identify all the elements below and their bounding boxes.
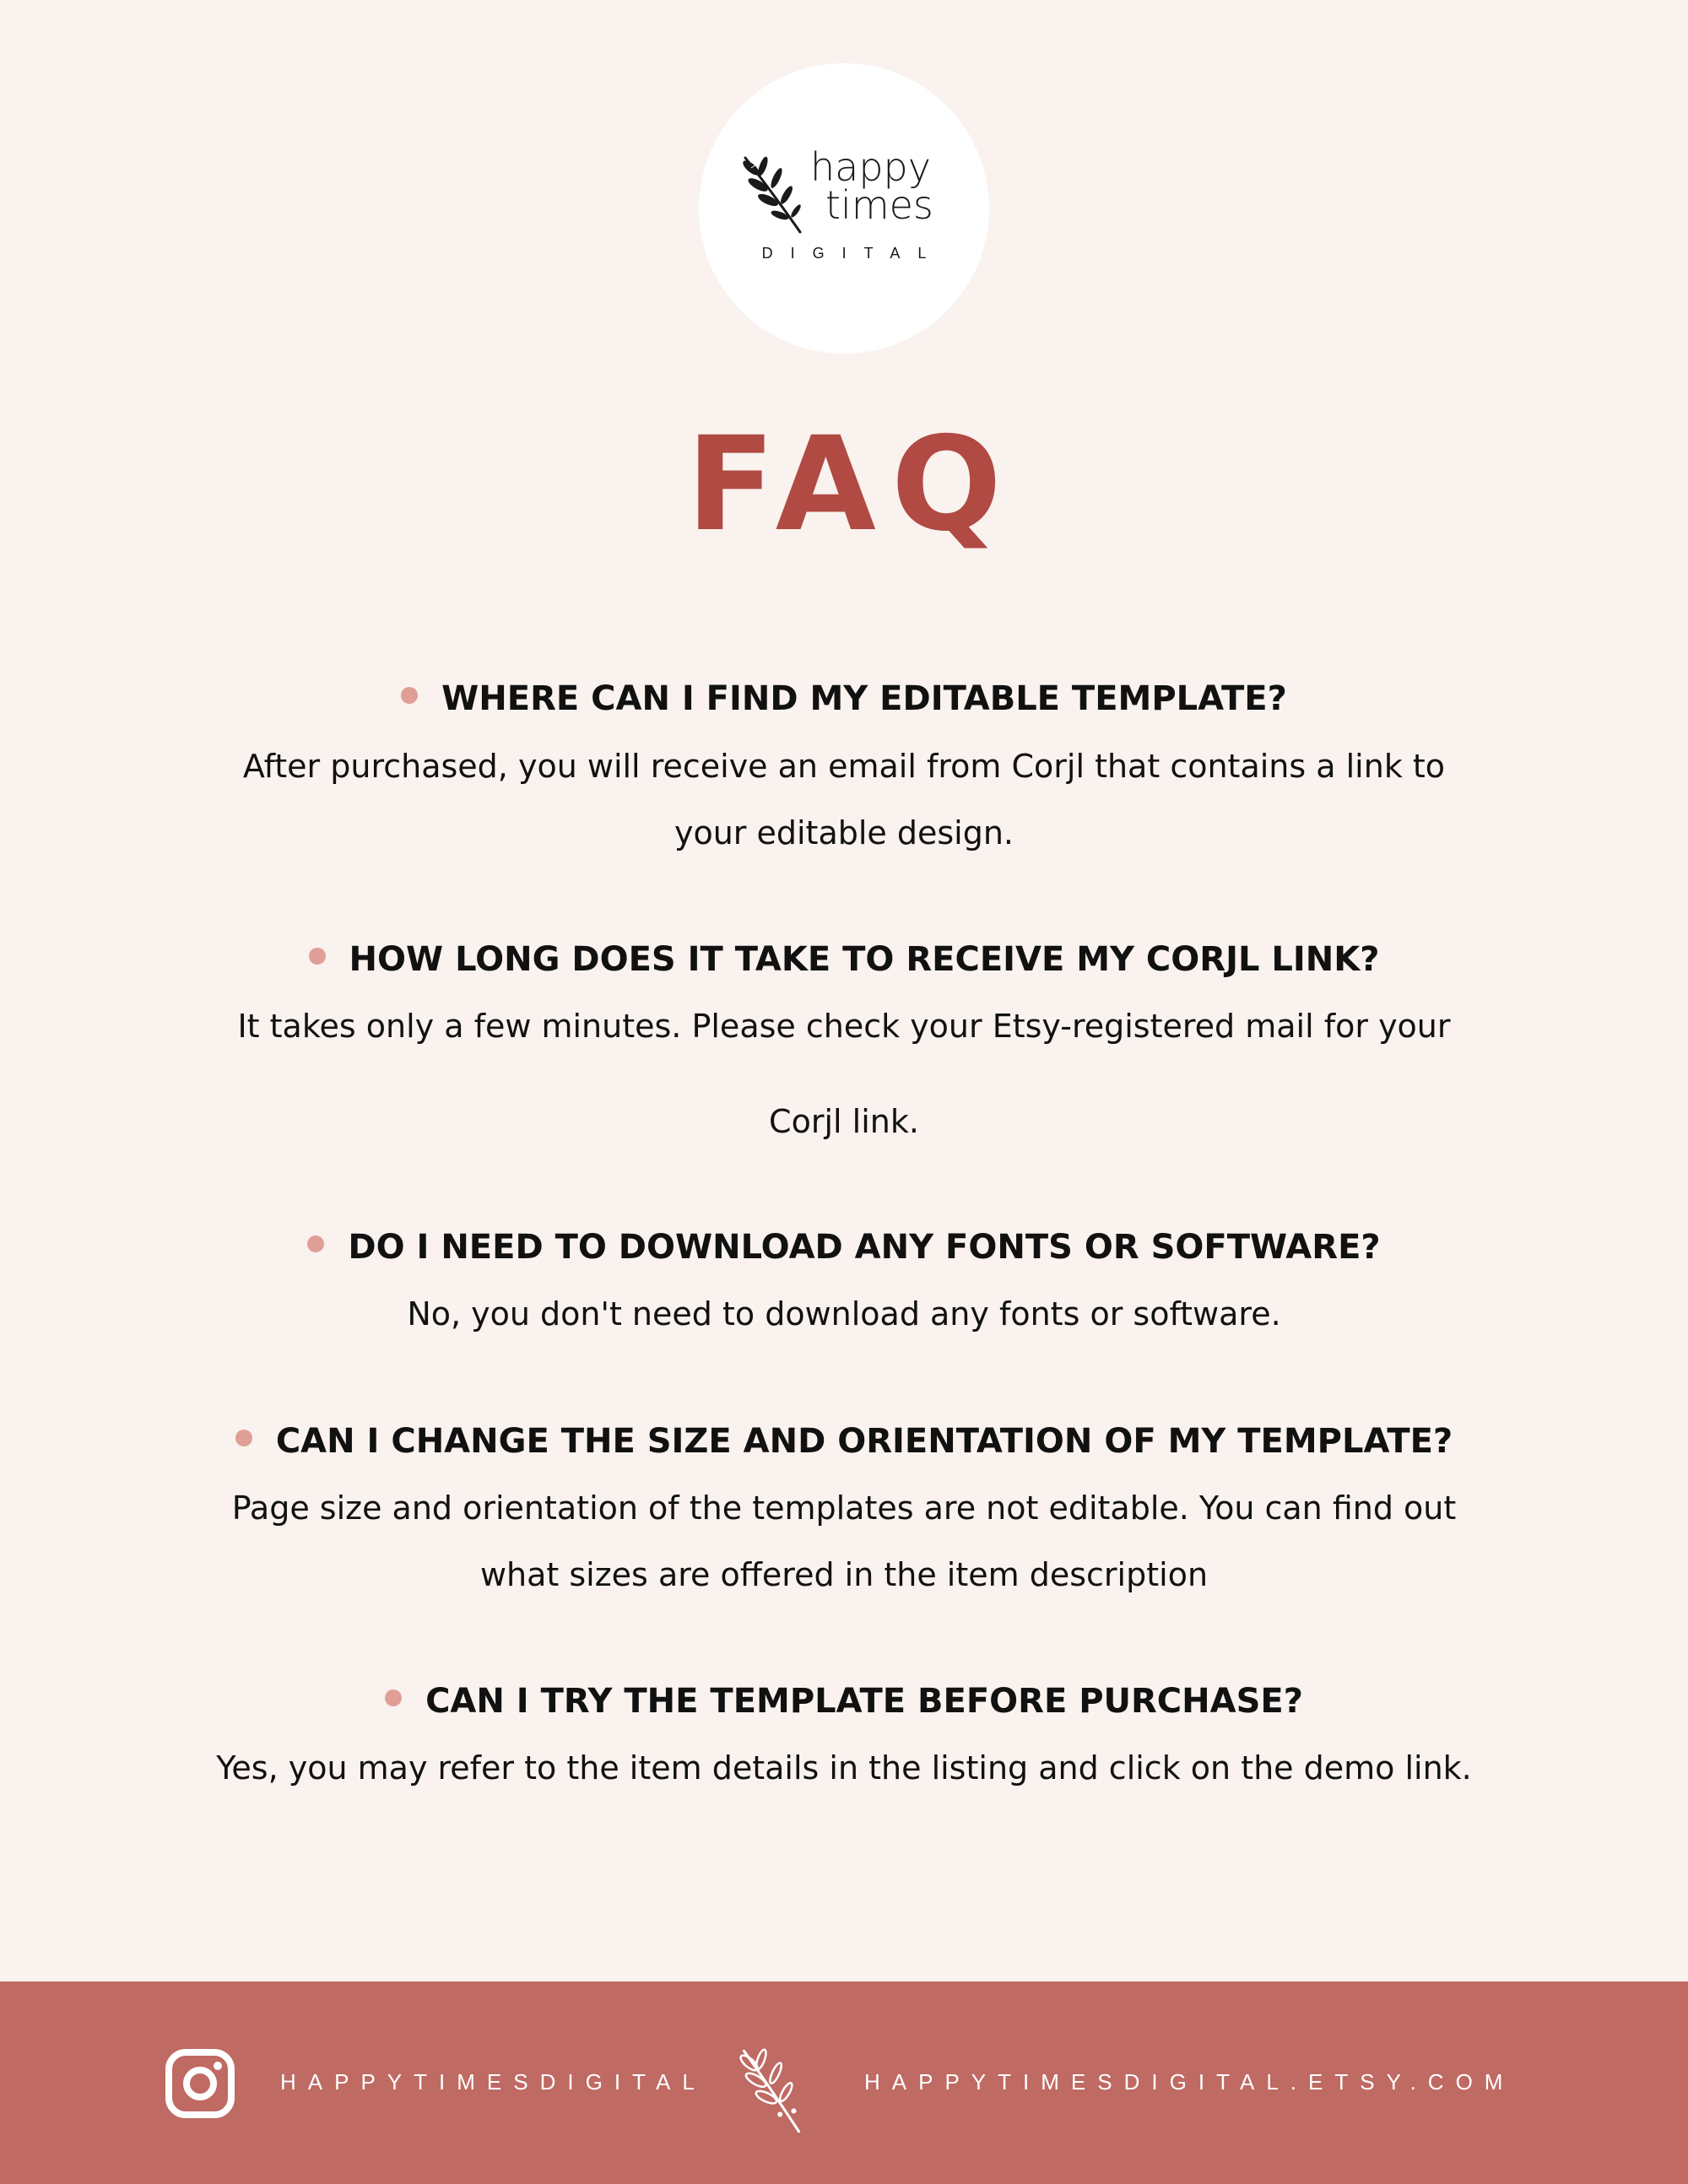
faq-answer-line: No, you don't need to download any fonts or software.: [407, 1295, 1281, 1333]
faq-question: [0, 1682, 1688, 1721]
faq-question-text: CAN I CHANGE THE SIZE AND ORIENTATION OF MY TEMPLATE?: [275, 1422, 1453, 1461]
logo: [699, 63, 989, 354]
faq-question-text: CAN I TRY THE TEMPLATE BEFORE PURCHASE?: [425, 1682, 1303, 1721]
bullet-dot: [307, 1235, 324, 1252]
bullet-dot: [401, 687, 418, 704]
leaf-branch-icon: [733, 148, 817, 241]
etsy-website-link[interactable]: HAPPYTIMESDIGITAL.ETSY.COM: [864, 2069, 1515, 2095]
faq-question-text: DO I NEED TO DOWNLOAD ANY FONTS OR SOFTWARE?: [348, 1228, 1381, 1267]
leaf-branch-icon: [728, 2042, 815, 2137]
faq-answer-line: Yes, you may refer to the item details in the listing and click on the demo link.: [216, 1749, 1472, 1787]
bullet-dot: [235, 1430, 252, 1446]
faq-question: [0, 940, 1688, 979]
faq-answer-line: After purchased, you will receive an email from Corjl that contains a link to: [242, 748, 1446, 785]
bullet-dot: [385, 1689, 402, 1706]
faq-answer-line: Corjl link.: [769, 1103, 919, 1140]
instagram-handle-link[interactable]: HAPPYTIMESDIGITAL: [280, 2069, 706, 2095]
bullet-dot: [309, 948, 326, 965]
faq-question: [0, 679, 1688, 718]
logo-happy-text: happy: [810, 144, 931, 190]
faq-answer-line: your editable design.: [674, 814, 1014, 851]
faq-answer-line: what sizes are offered in the item description: [479, 1556, 1209, 1593]
logo-times-text: times: [825, 182, 933, 228]
faq-answer-line: It takes only a few minutes. Please check your Etsy-registered mail for your: [237, 1008, 1451, 1045]
page-title: FAQ: [686, 409, 1017, 560]
faq-question: [0, 1228, 1688, 1267]
instagram-icon[interactable]: [165, 2049, 235, 2118]
faq-answer-line: Page size and orientation of the templates are not editable. You can find out: [231, 1489, 1457, 1527]
footer: [0, 1981, 1688, 2184]
faq-question-text: HOW LONG DOES IT TAKE TO RECEIVE MY CORJL LINK?: [349, 940, 1380, 979]
faq-question: [0, 1422, 1688, 1461]
faq-question-text: WHERE CAN I FIND MY EDITABLE TEMPLATE?: [441, 679, 1287, 718]
logo-digital-text: DIGITAL: [761, 245, 944, 262]
